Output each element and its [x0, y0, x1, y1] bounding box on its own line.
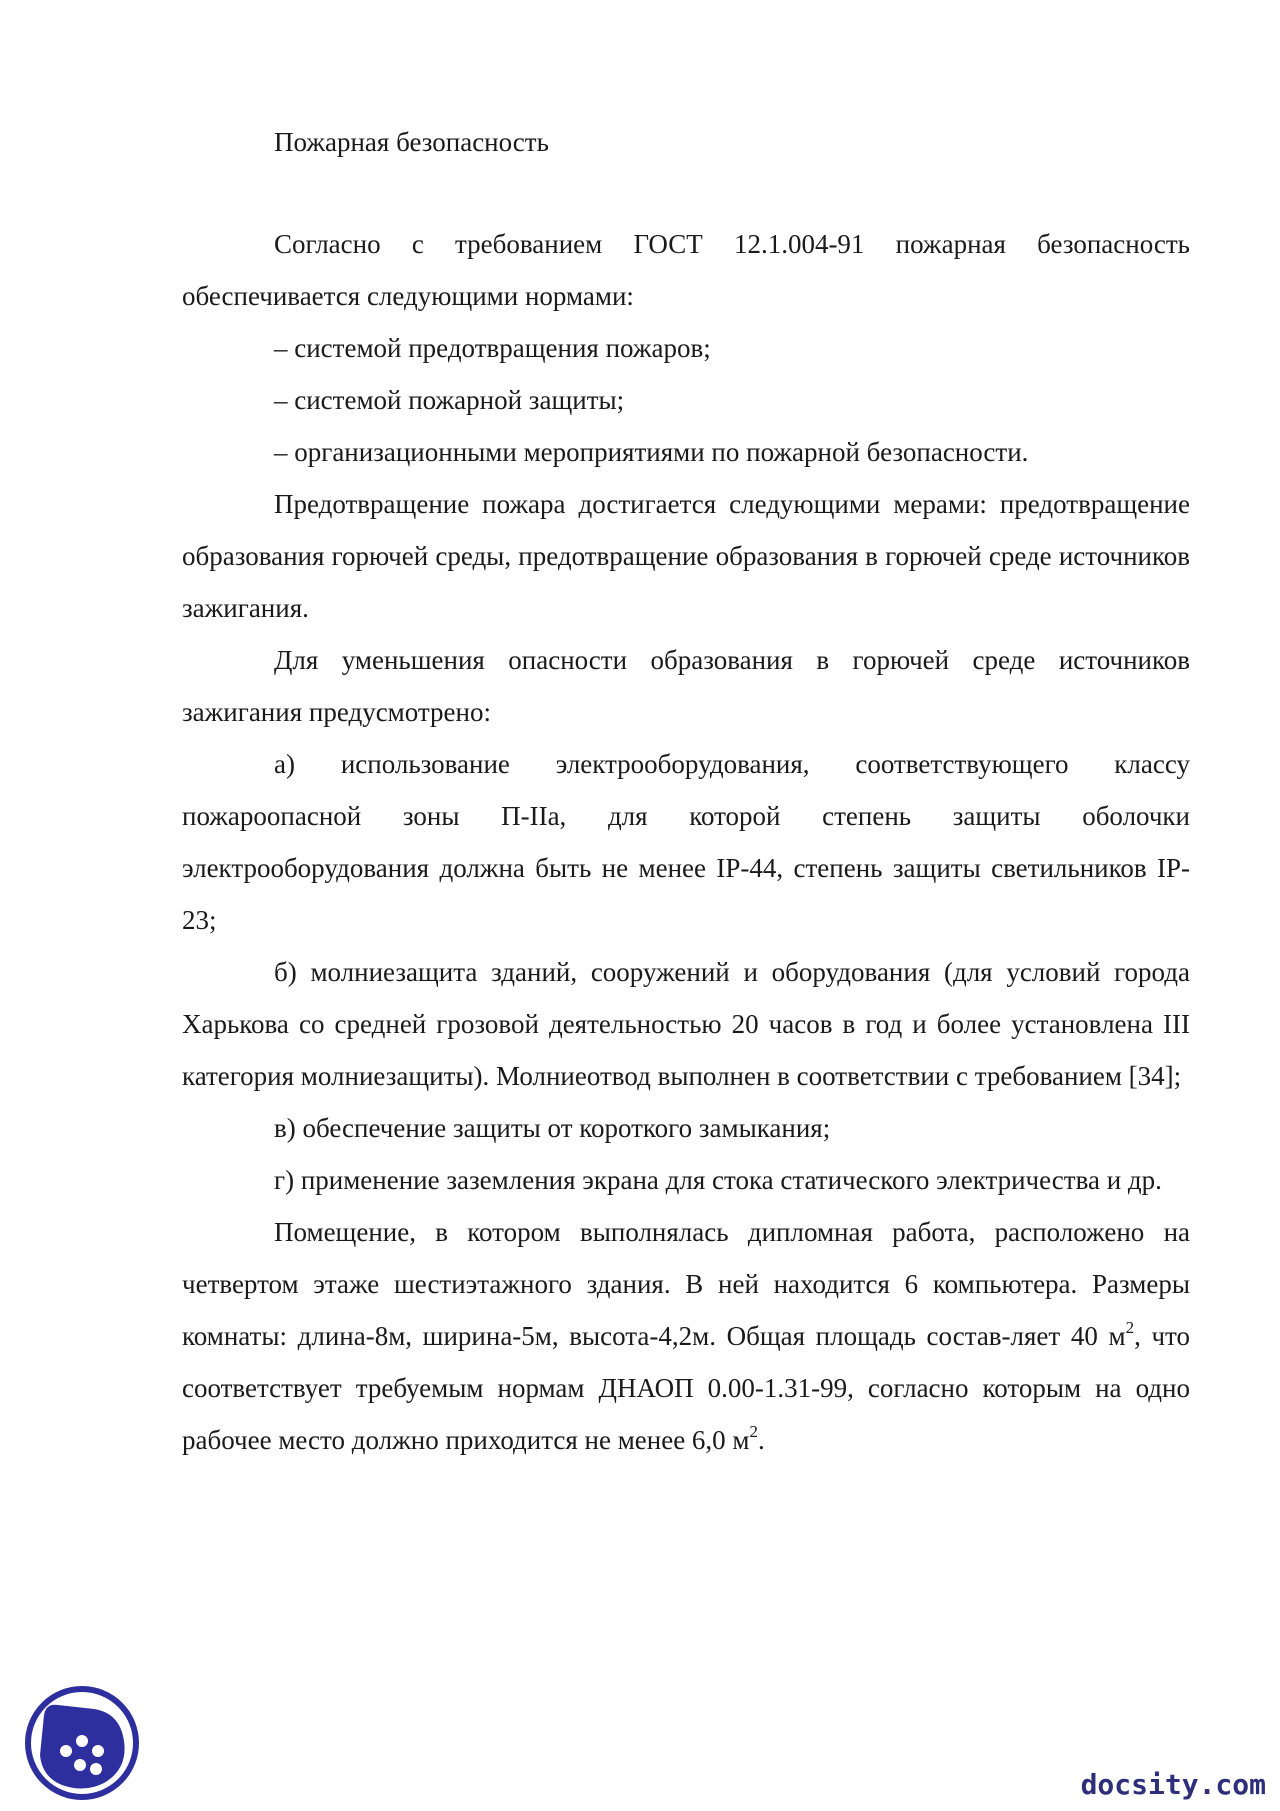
list-item-g: г) применение заземления экрана для стока статического электричества и др. — [274, 1165, 1162, 1195]
docsity-logo-icon[interactable] — [24, 1685, 140, 1801]
room-text-part2: , что соответствует требуемым нормам ДНАОП 0.00-1.31-99, согласно которым на одно рабочее место должно приходится не менее 6,0 м — [182, 1321, 1190, 1455]
paragraph-prevention: Предотвращение пожара достигается следующими мерами: предотвращение образования горючей среды, предотвращение образования в горючей среде источников зажигания. — [182, 489, 1190, 623]
room-text-part3: . — [758, 1425, 765, 1455]
room-text-part1: Помещение, в котором выполнялась дипломная работа, расположено на четвертом этаже шестиэтажного здания. В ней находится 6 компьютера. Размеры комнаты: длина-8м, ширина-5м, высота-4,2м. Общая площадь состав-ляет 40 м — [182, 1217, 1190, 1351]
paragraph-room — [182, 1206, 1190, 1466]
page-title: Пожарная безопасность — [274, 127, 549, 157]
list-item-fire-protection: – системой пожарной защиты; — [274, 385, 625, 415]
document-body — [182, 218, 1190, 1466]
superscript-square-1: 2 — [1125, 1318, 1135, 1337]
list-item-organizational: – организационными мероприятиями по пожарной безопасности. — [274, 437, 1029, 467]
list-item-b: б) молниезащита зданий, сооружений и оборудования (для условий города Харькова со средней грозовой деятельностью 20 часов в год и более установлена III категория молниезащиты). Молниеотвод выполнен в соответствии с требованием [34]; — [182, 957, 1190, 1091]
docsity-watermark[interactable]: docsity.com — [1080, 1768, 1266, 1801]
list-item-a: а) использование электрооборудования, соответствующего классу пожароопасной зоны П-IIа, для которой степень защиты оболочки электрооборудования должна быть не менее IP-44, степень защиты светильников IP-23; — [182, 749, 1190, 935]
paragraph-intro: Согласно с требованием ГОСТ 12.1.004-91 пожарная безопасность обеспечивается следующими нормами: — [182, 229, 1190, 311]
list-item-fire-prevention: – системой предотвращения пожаров; — [274, 333, 711, 363]
superscript-square-2: 2 — [749, 1422, 759, 1441]
list-item-v: в) обеспечение защиты от короткого замыкания; — [274, 1113, 831, 1143]
paragraph-reduction: Для уменьшения опасности образования в горючей среде источников зажигания предусмотрено: — [182, 645, 1190, 727]
